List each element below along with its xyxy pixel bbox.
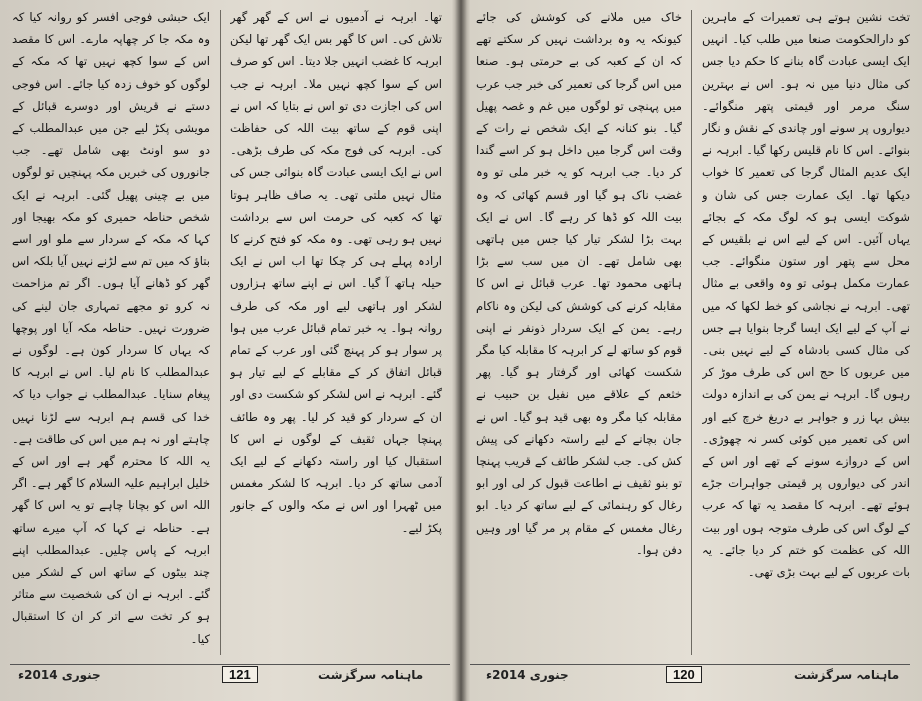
footer-rule bbox=[470, 664, 910, 665]
body-text: ایک حبشی فوجی افسر کو روانہ کیا کہ وہ مکہ جا کر چھاپہ مارے۔ اس کا مقصد اس کے سوا کچھ نہیں تھا کہ مکہ کے لوگوں کو خوف زدہ کیا جائے۔ اس فوجی دستے نے قریش اور دوسرے قبائل کے مویشی پکڑ لیے جن میں عبدالمطلب کے دو سو اونٹ بھی شامل تھے۔ جب جانوروں کی خبریں مکہ پہنچیں تو لوگوں میں بے چینی پھیل گئی۔ ابرہہ نے ایک شخص حناطہ حمیری کو مکہ بھیجا اور کہا کہ مکہ کے سردار سے ملو اور اسے بتاؤ کہ میں تم سے لڑنے نہیں آیا بلکہ اس گھر کو ڈھانے آیا ہوں۔ اگر تم مزاحمت نہ کرو تو مجھے تمہاری جان لینے کی ضرورت نہیں۔ حناطہ مکہ آیا اور پوچھا کہ یہاں کا سردار کون ہے۔ لوگوں نے عبدالمطلب کا نام لیا۔ اس نے ابرہہ کا پیغام سنایا۔ عبدالمطلب نے جواب دیا کہ خدا کی قسم ہم ابرہہ سے لڑنا نہیں چاہتے اور نہ ہم میں اس کی طاقت ہے۔ یہ اللہ کا محترم گھر ہے اور اس کے خلیل ابراہیم علیہ السلام کا گھر ہے۔ اگر اللہ اس کو بچانا چاہے تو یہ اس کا گھر ہے۔ حناطہ نے کہا کہ آپ میرے ساتھ ابرہہ کے پاس چلیں۔ عبدالمطلب اپنے چند بیٹوں کے ساتھ اس کے لشکر میں گئے۔ ابرہہ نے ان کی شخصیت سے متاثر ہو کر تخت سے اتر کر ان کا استقبال کیا۔ bbox=[12, 10, 210, 646]
left-page-footer bbox=[0, 664, 460, 690]
page-number: 121 bbox=[222, 666, 258, 683]
footer-rule bbox=[10, 664, 450, 665]
issue-date: جنوری 2014ء bbox=[18, 668, 101, 682]
page-number: 120 bbox=[666, 666, 702, 683]
magazine-name: ماہنامہ سرگزشت bbox=[794, 668, 900, 682]
body-text: تھا۔ ابرہہ نے آدمیوں نے اس کے گھر گھر تلاش کی۔ اس کا گھر بس ایک گھر تھا لیکن ابرہہ کا غضب انہیں جلا دیتا۔ اس کو صرف اس کے سوا کچھ نہیں ملا۔ ابرہہ نے جب اس کی اجازت دی تو اس نے بتایا کہ اس نے اپنی قوم کے ساتھ بیت اللہ کی حفاظت کی۔ ابرہہ کی فوج مکہ کی طرف بڑھی۔ اس نے ایک ایسی عبادت گاہ بنوائی جس کی مثال نہیں ملتی تھی۔ یہ صاف ظاہر ہوتا تھا کہ کعبہ کی حرمت اس سے برداشت نہیں ہو رہی تھی۔ وہ مکہ کو فتح کرنے کا ارادہ پہلے ہی کر چکا تھا اب اس نے ایک حیلہ ہاتھ آ گیا۔ اس نے اپنے ساتھ ہزاروں لشکر اور ہاتھی لیے اور مکہ کی طرف روانہ ہوا۔ یہ خبر تمام قبائل عرب میں ہوا پر سوار ہو کر پہنچ گئی اور عرب کے تمام قبائل اتفاق کر کے مقابلے کے لیے تیار ہو گئے۔ ابرہہ نے اس لشکر کو شکست دی اور ان کے سردار کو قید کر لیا۔ پھر وہ طائف پہنچا جہاں ثقیف کے لوگوں نے اس کا استقبال کیا اور راستہ دکھانے کے لیے ایک آدمی ساتھ کر دیا۔ ابرہہ کا لشکر مغمس میں ٹھہرا اور اس نے مکہ والوں کے جانور پکڑ لیے۔ bbox=[230, 10, 442, 535]
column-rule bbox=[691, 10, 692, 655]
right-page-footer bbox=[462, 664, 922, 690]
left-page-right-column bbox=[230, 6, 442, 658]
column-rule bbox=[220, 10, 221, 655]
magazine-name: ماہنامہ سرگزشت bbox=[318, 668, 424, 682]
issue-date: جنوری 2014ء bbox=[486, 668, 569, 682]
right-page-right-column bbox=[702, 6, 910, 658]
body-text: خاک میں ملانے کی کوشش کی جائے کیونکہ یہ وہ برداشت نہیں کر سکتے تھے کہ ان کے کعبہ کی بے حرمتی ہو۔ صنعا میں اس گرجا کی تعمیر کی خبر جب عرب میں پہنچی تو لوگوں میں غم و غصہ پھیل گیا۔ بنو کنانہ کے ایک شخص نے رات کے وقت اس گرجا میں داخل ہو کر اسے گندا کر دیا۔ جب ابرہہ کو یہ خبر ملی تو وہ غضب ناک ہو گیا اور قسم کھائی کہ وہ بیت اللہ کو ڈھا کر رہے گا۔ اس نے ایک بہت بڑا لشکر تیار کیا جس میں ہاتھی بھی شامل تھے۔ ان میں سب سے بڑا ہاتھی محمود تھا۔ عرب قبائل نے اس کا مقابلہ کرنے کی کوشش کی لیکن وہ ناکام رہے۔ یمن کے ایک سردار ذونفر نے اپنی قوم کو ساتھ لے کر ابرہہ کا مقابلہ کیا مگر شکست کھائی اور گرفتار ہو گیا۔ پھر خثعم کے علاقے میں نفیل بن حبیب نے مقابلہ کیا مگر وہ بھی قید ہو گیا۔ اس نے جان بچانے کے لیے راستہ دکھانے کی پیش کش کی۔ جب لشکر طائف کے قریب پہنچا تو بنو ثقیف نے اطاعت قبول کر لی اور ابو رغال کو رہنمائی کے لیے ساتھ کر دیا۔ ابو رغال مغمس کے مقام پر مر گیا اور وہیں دفن ہوا۔ bbox=[476, 10, 682, 557]
left-page bbox=[0, 0, 460, 701]
right-page bbox=[462, 0, 922, 701]
body-text: تخت نشین ہوتے ہی تعمیرات کے ماہرین کو دارالحکومت صنعا میں طلب کیا۔ انہیں ایک ایسی عبادت گاہ بنانے کا حکم دیا جس کی مثال دنیا میں نہ ہو۔ اس نے بہترین سنگ مرمر اور قیمتی پتھر منگوائے۔ دیواروں پر سونے اور چاندی کے نقش و نگار بنوائے۔ اس کا نام قلیس رکھا گیا۔ ابرہہ نے ایک عدیم المثال گرجا کی تعمیر کا خواب دیکھا تھا۔ ایک عمارت جس کی شان و شوکت ایسی ہو کہ لوگ مکہ کے بجائے یہاں آئیں۔ اس کے لیے اس نے بلقیس کے محل سے پتھر اور ستون منگوائے۔ جب عمارت مکمل ہوئی تو وہ واقعی بے مثال تھی۔ ابرہہ نے نجاشی کو خط لکھا کہ میں نے آپ کے لیے ایک ایسا گرجا بنوایا ہے جس کی مثال کسی بادشاہ کے لیے نہیں بنی۔ میں عربوں کا حج اس کی طرف موڑ کر رہوں گا۔ ابرہہ نے یمن کی بے اندازہ دولت بیش بہا زر و جواہر بے دریغ خرچ کیے اور اس کی تعمیر میں کوئی کسر نہ چھوڑی۔ اس کے دروازے سونے کے تھے اور اس کے اندر کی دیواروں پر قیمتی جواہرات جڑے ہوئے تھے۔ ابرہہ کا مقصد یہ تھا کہ عرب کے لوگ اس کی طرف متوجہ ہوں اور بیت اللہ کی عظمت کو ختم کر دیا جائے۔ یہ بات عربوں کے لیے بہت بڑی تھی۔ bbox=[702, 10, 910, 580]
left-page-left-column bbox=[12, 6, 210, 658]
right-page-left-column bbox=[476, 6, 682, 658]
